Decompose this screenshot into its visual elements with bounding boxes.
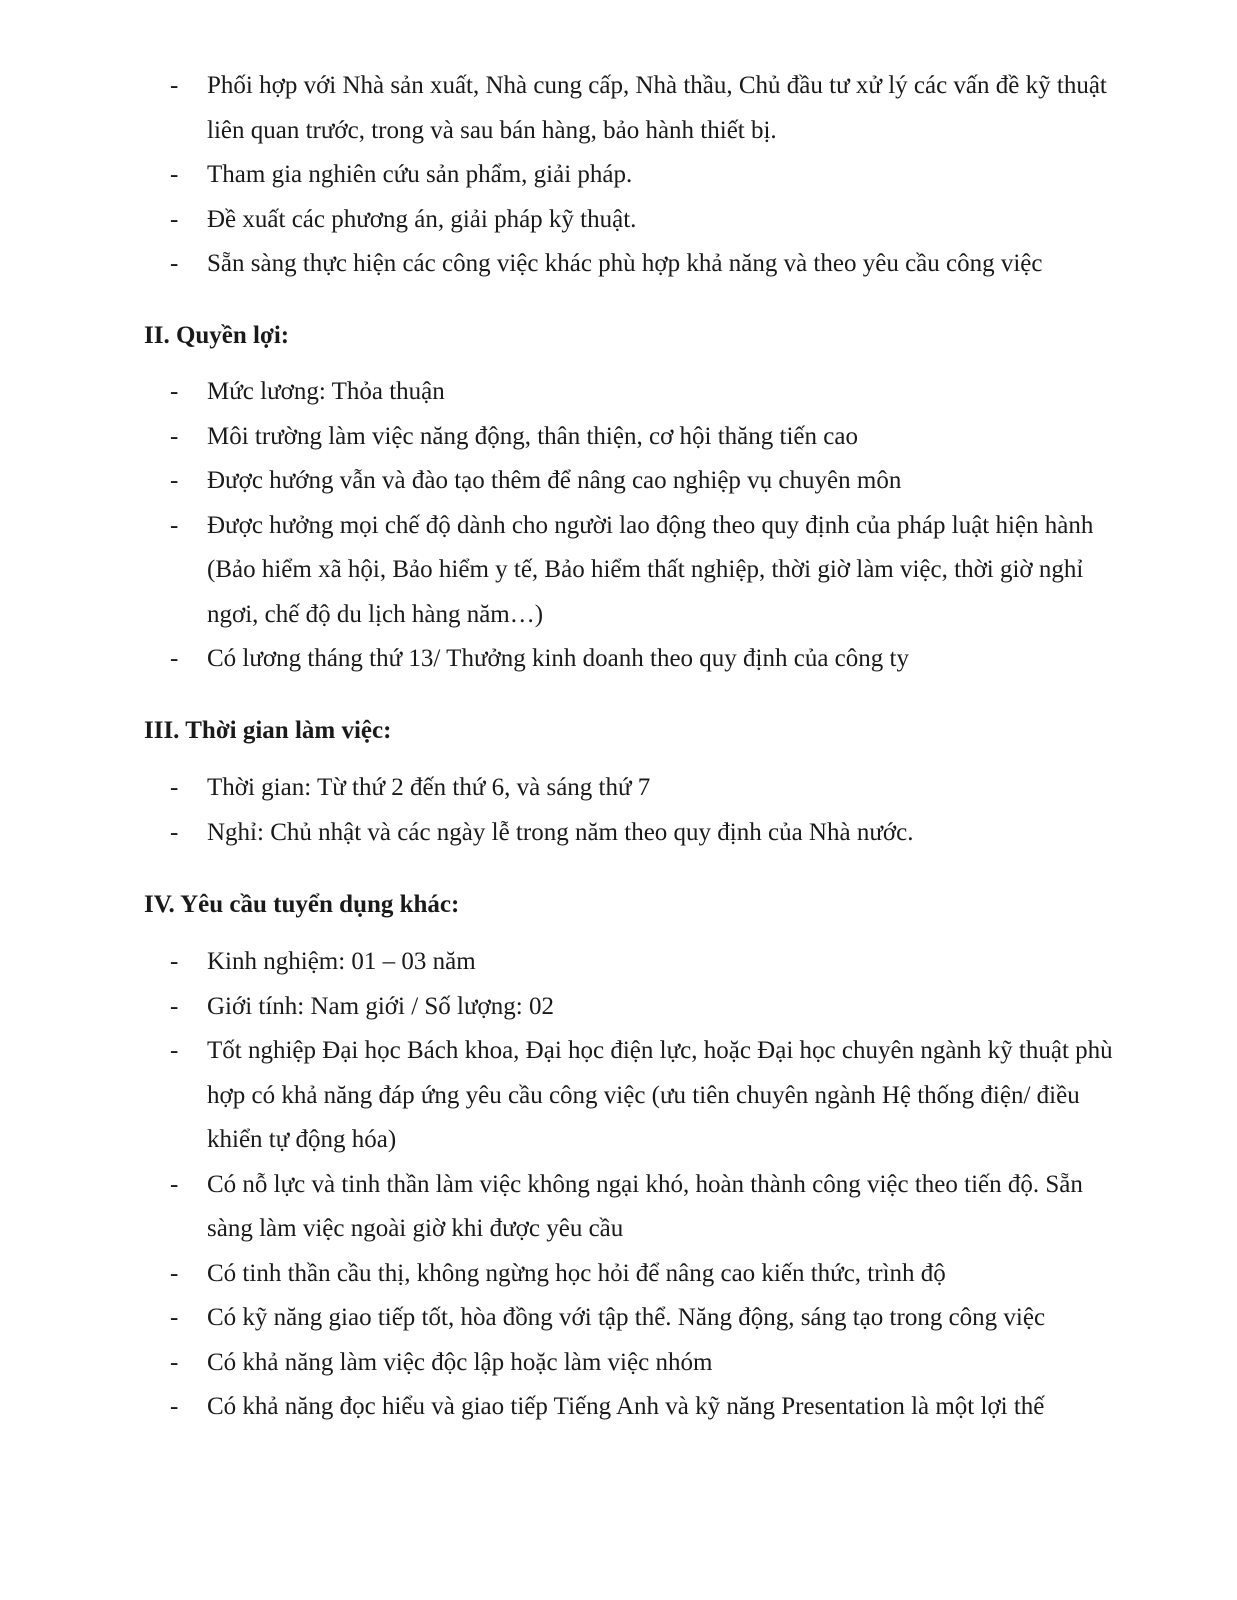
list-item-text: Nghỉ: Chủ nhật và các ngày lễ trong năm theo quy định của Nhà nước. [207, 818, 914, 846]
list-item-text: Có lương tháng thứ 13/ Thưởng kinh doanh theo quy định của công ty [207, 645, 909, 672]
list-item [0, 1029, 1237, 1163]
list-item-text: Có khả năng làm việc độc lập hoặc làm việc nhóm [207, 1348, 713, 1376]
bullet-dash: - [170, 511, 179, 539]
bullet-dash: - [170, 1259, 179, 1287]
bullet-dash: - [170, 992, 179, 1020]
bullet-dash: - [170, 1348, 179, 1376]
list-item-text: Tốt nghiệp Đại học Bách khoa, Đại học điện lực, hoặc Đại học chuyên ngành kỹ thuật phù hợp có khả năng đáp ứng yêu cầu công việc (ưu tiên chuyên ngành Hệ thống điện/ điều khiển tự động hóa) [207, 1037, 1113, 1153]
list-item [0, 153, 1237, 198]
list-item-text: Có tinh thần cầu thị, không ngừng học hỏi để nâng cao kiến thức, trình độ [207, 1259, 946, 1287]
list-item-text: Kinh nghiệm: 01 – 03 năm [207, 948, 476, 975]
list-item [0, 1296, 1237, 1341]
bullet-dash: - [170, 818, 179, 846]
list-item-text: Giới tính: Nam giới / Số lượng: 02 [207, 992, 554, 1020]
list-item-text: Tham gia nghiên cứu sản phẩm, giải pháp. [207, 161, 633, 188]
list-item [0, 370, 1237, 415]
bullet-dash: - [170, 1393, 179, 1420]
bullet-dash: - [170, 72, 179, 99]
list-item [0, 459, 1237, 504]
section-heading-benefits: II. Quyền lợi: [144, 322, 290, 349]
list-item [0, 242, 1237, 287]
bullet-dash: - [170, 774, 179, 801]
bullet-dash: - [170, 161, 179, 188]
list-item [0, 985, 1237, 1030]
bullet-dash: - [170, 467, 179, 494]
list-item [0, 637, 1237, 682]
list-item [0, 504, 1237, 638]
bullet-dash: - [170, 1170, 179, 1198]
list-item-text: Có khả năng đọc hiểu và giao tiếp Tiếng Anh và kỹ năng Presentation là một lợi thế [207, 1393, 1045, 1420]
list-item-text: Mức lương: Thỏa thuận [207, 378, 445, 405]
list-item-text: Sẵn sàng thực hiện các công việc khác phù hợp khả năng và theo yêu cầu công việc [207, 250, 1043, 277]
list-item [0, 198, 1237, 243]
list-item-text: Được hưởng mọi chế độ dành cho người lao động theo quy định của pháp luật hiện hành (Bảo hiểm xã hội, Bảo hiểm y tế, Bảo hiểm thất nghiệp, thời giờ làm việc, thời giờ nghỉ ngơi, chế độ du lịch hàng năm…) [207, 511, 1094, 628]
list-item-text: Môi trường làm việc năng động, thân thiện, cơ hội thăng tiến cao [207, 422, 858, 450]
list-item [0, 811, 1237, 856]
bullet-dash: - [170, 250, 179, 277]
list-item [0, 1341, 1237, 1386]
list-item [0, 1385, 1237, 1430]
duties-list [0, 64, 1237, 287]
list-item-text: Có nỗ lực và tinh thần làm việc không ngại khó, hoàn thành công việc theo tiến độ. Sẵn sàng làm việc ngoài giờ khi được yêu cầu [207, 1170, 1083, 1242]
section-heading-requirements: IV. Yêu cầu tuyển dụng khác: [144, 891, 460, 918]
bullet-dash: - [170, 1037, 179, 1064]
list-item [0, 1252, 1237, 1297]
list-item [0, 766, 1237, 811]
section-heading-working-time: III. Thời gian làm việc: [144, 717, 392, 744]
list-item-text: Có kỹ năng giao tiếp tốt, hòa đồng với tập thể. Năng động, sáng tạo trong công việc [207, 1304, 1046, 1331]
bullet-dash: - [170, 422, 179, 450]
working-time-list [0, 766, 1237, 855]
list-item-text: Thời gian: Từ thứ 2 đến thứ 6, và sáng thứ 7 [207, 774, 651, 801]
requirements-list [0, 940, 1237, 1430]
bullet-dash: - [170, 205, 179, 233]
benefits-list [0, 370, 1237, 682]
list-item-text: Phối hợp với Nhà sản xuất, Nhà cung cấp, Nhà thầu, Chủ đầu tư xử lý các vấn đề kỹ thuật liên quan trước, trong và sau bán hàng, bảo hành thiết bị. [207, 72, 1107, 144]
list-item-text: Được hướng vẫn và đào tạo thêm để nâng cao nghiệp vụ chuyên môn [207, 467, 902, 494]
list-item-text: Đề xuất các phương án, giải pháp kỹ thuật. [207, 205, 637, 233]
list-item [0, 1163, 1237, 1252]
list-item [0, 940, 1237, 985]
bullet-dash: - [170, 378, 179, 405]
bullet-dash: - [170, 645, 179, 672]
list-item [0, 64, 1237, 153]
list-item [0, 415, 1237, 460]
bullet-dash: - [170, 1304, 179, 1331]
bullet-dash: - [170, 948, 179, 975]
